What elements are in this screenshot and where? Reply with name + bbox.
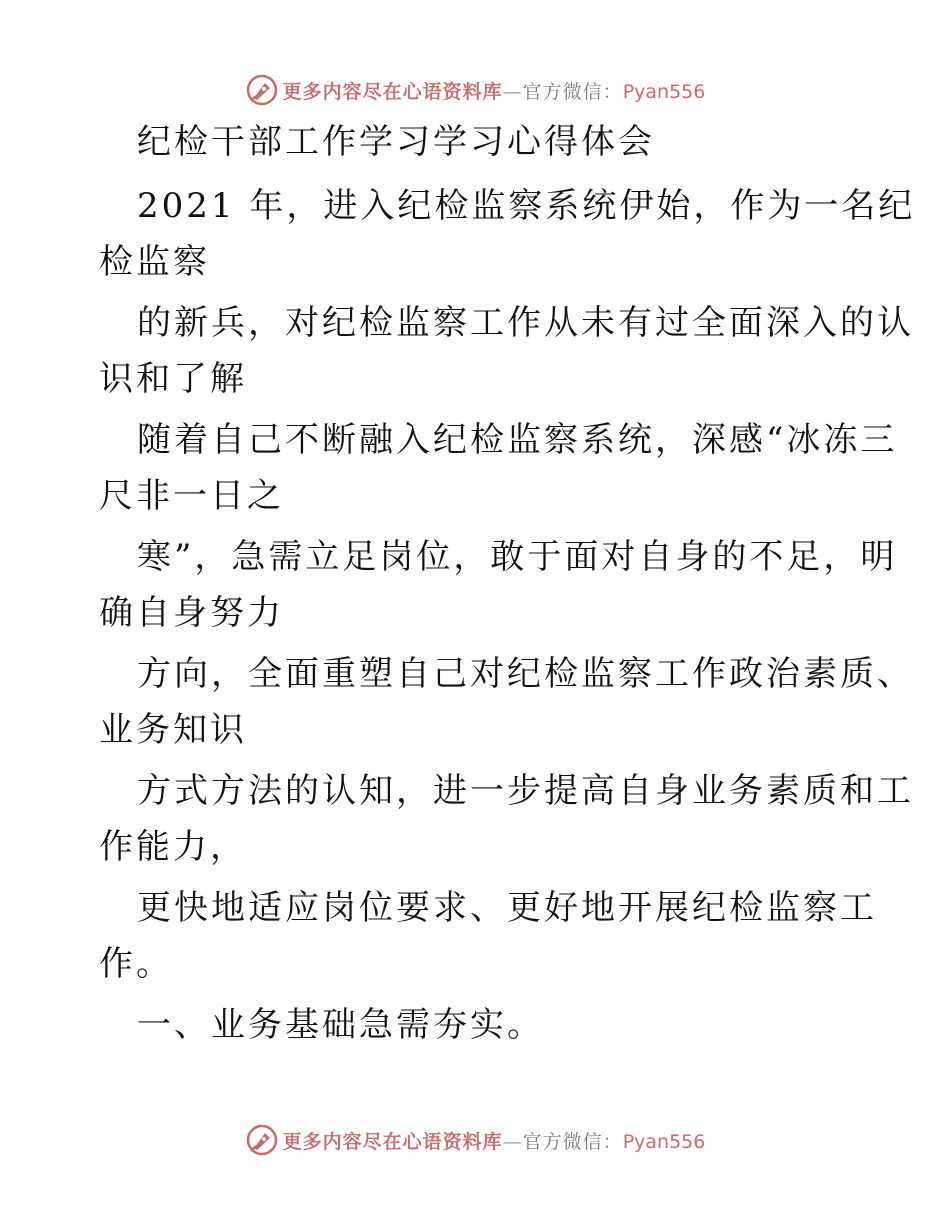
paragraph-line: 寒”，急需立足岗位，敢于面对自身的不足，明 bbox=[137, 537, 898, 577]
paragraph-line: 尺非一日之 bbox=[99, 476, 284, 516]
pen-nib-logo-icon bbox=[245, 1123, 279, 1157]
paragraph-line: 2021 年，进入纪检监察系统伊始，作为一名纪 bbox=[137, 186, 916, 226]
header-watermark-banner bbox=[0, 70, 950, 110]
paragraph-line: 的新兵，对纪检监察工作从未有过全面深入的认 bbox=[137, 303, 914, 343]
paragraph-line: 确自身努力 bbox=[99, 593, 284, 633]
paragraph-line: 方向，全面重塑自己对纪检监察工作政治素质、 bbox=[137, 654, 914, 694]
banner-main-text: 更多内容尽在心语资料库 bbox=[282, 80, 503, 103]
banner-separator: — bbox=[502, 80, 523, 103]
banner-label: 官方微信： bbox=[522, 1130, 623, 1153]
banner-main-text: 更多内容尽在心语资料库 bbox=[282, 1130, 503, 1153]
paragraph-line: 随着自己不断融入纪检监察系统，深感“冰冻三 bbox=[137, 420, 898, 460]
banner-separator: — bbox=[502, 1130, 523, 1153]
pen-nib-logo-icon bbox=[245, 73, 279, 107]
paragraph-line: 更快地适应岗位要求、更好地开展纪检监察工 bbox=[137, 888, 877, 928]
banner-label: 官方微信： bbox=[522, 80, 623, 103]
paragraph-line: 作。 bbox=[99, 944, 173, 984]
paragraph-line: 作能力， bbox=[99, 827, 247, 867]
section-heading: 一、业务基础急需夯实。 bbox=[137, 1005, 544, 1045]
banner-account: Pyan556 bbox=[622, 80, 706, 103]
banner-account: Pyan556 bbox=[622, 1130, 706, 1153]
paragraph-line: 识和了解 bbox=[99, 359, 247, 399]
document-title: 纪检干部工作学习学习心得体会 bbox=[137, 122, 655, 162]
paragraph-line: 检监察 bbox=[99, 242, 210, 282]
paragraph-line: 方式方法的认知，进一步提高自身业务素质和工 bbox=[137, 771, 914, 811]
footer-watermark-banner bbox=[0, 1120, 950, 1160]
paragraph-line: 业务知识 bbox=[99, 710, 247, 750]
